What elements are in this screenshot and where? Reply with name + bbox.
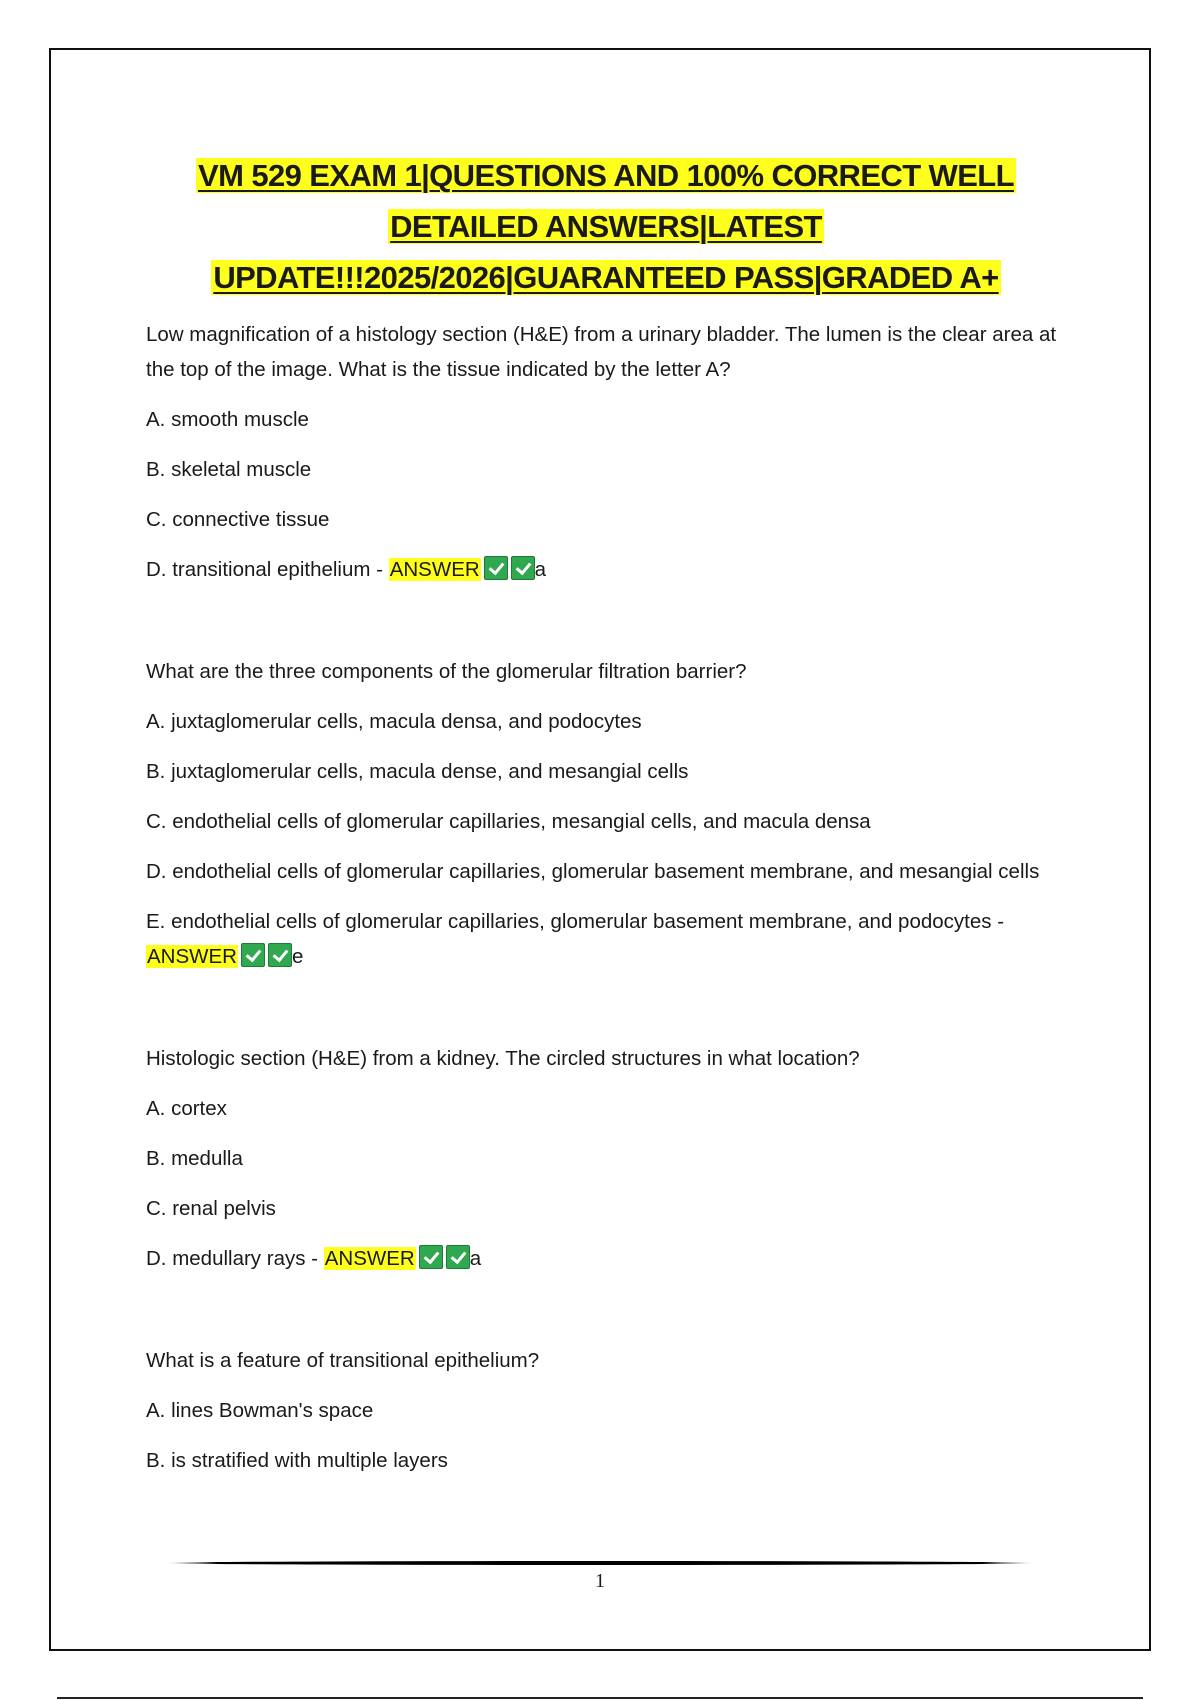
option-text: D. transitional epithelium - <box>146 558 389 581</box>
check-box-icon <box>241 943 265 967</box>
option: B. skeletal muscle <box>146 458 312 481</box>
question-block-1 <box>146 317 1066 587</box>
option-with-answer <box>146 552 1066 587</box>
answer-value: e <box>291 945 304 968</box>
spacer <box>146 602 1066 654</box>
title-line-2: DETAILED ANSWERS|LATEST <box>390 209 822 244</box>
check-box-icon <box>511 556 535 580</box>
option: B. is stratified with multiple layers <box>146 1449 448 1472</box>
document-body <box>146 150 1066 1493</box>
answer-value: a <box>469 1247 482 1270</box>
option-text: E. endothelial cells of glomerular capillaries, glomerular basement membrane, and podocytes - <box>146 910 1005 933</box>
option: A. juxtaglomerular cells, macula densa, and podocytes <box>146 710 642 733</box>
option: B. medulla <box>146 1147 243 1170</box>
question-block-3 <box>146 1041 1066 1276</box>
question-block-2 <box>146 654 1066 974</box>
option-with-answer <box>146 904 1066 974</box>
spacer <box>146 1291 1066 1343</box>
option: B. juxtaglomerular cells, macula dense, and mesangial cells <box>146 760 689 783</box>
title-line-1: VM 529 EXAM 1|QUESTIONS AND 100% CORRECT WELL <box>198 158 1014 193</box>
bottom-divider <box>57 1697 1143 1699</box>
title-line-3: UPDATE!!!2025/2026|GUARANTEED PASS|GRADED A+ <box>213 260 999 295</box>
check-box-icon <box>419 1245 443 1269</box>
option: A. smooth muscle <box>146 408 309 431</box>
option-text: D. medullary rays - <box>146 1247 324 1270</box>
option: A. cortex <box>146 1097 227 1120</box>
answer-label: ANSWER <box>147 945 237 968</box>
check-box-icon <box>484 556 508 580</box>
check-box-icon <box>446 1245 470 1269</box>
answer-label: ANSWER <box>389 558 480 581</box>
answer-value: a <box>534 558 547 581</box>
option: C. renal pelvis <box>146 1197 276 1220</box>
footer-rule <box>166 1561 1034 1565</box>
document-title <box>138 150 1074 303</box>
check-box-icon <box>268 943 292 967</box>
question-text: Low magnification of a histology section (H&E) from a urinary bladder. The lumen is the clear area at the top of the image. What is the tissue indicated by the letter A? <box>146 323 1057 381</box>
answer-label: ANSWER <box>324 1247 415 1270</box>
page-number: 1 <box>595 1570 605 1592</box>
question-text: What is a feature of transitional epithelium? <box>146 1349 540 1372</box>
spacer <box>146 989 1066 1041</box>
question-block-4 <box>146 1343 1066 1478</box>
option-with-answer <box>146 1241 1066 1276</box>
question-text: What are the three components of the glomerular filtration barrier? <box>146 660 747 683</box>
option: C. connective tissue <box>146 508 330 531</box>
option: A. lines Bowman's space <box>146 1399 374 1422</box>
question-text: Histologic section (H&E) from a kidney. The circled structures in what location? <box>146 1047 860 1070</box>
option: D. endothelial cells of glomerular capillaries, glomerular basement membrane, and mesangial cells <box>146 860 1040 883</box>
option: C. endothelial cells of glomerular capillaries, mesangial cells, and macula densa <box>146 810 871 833</box>
